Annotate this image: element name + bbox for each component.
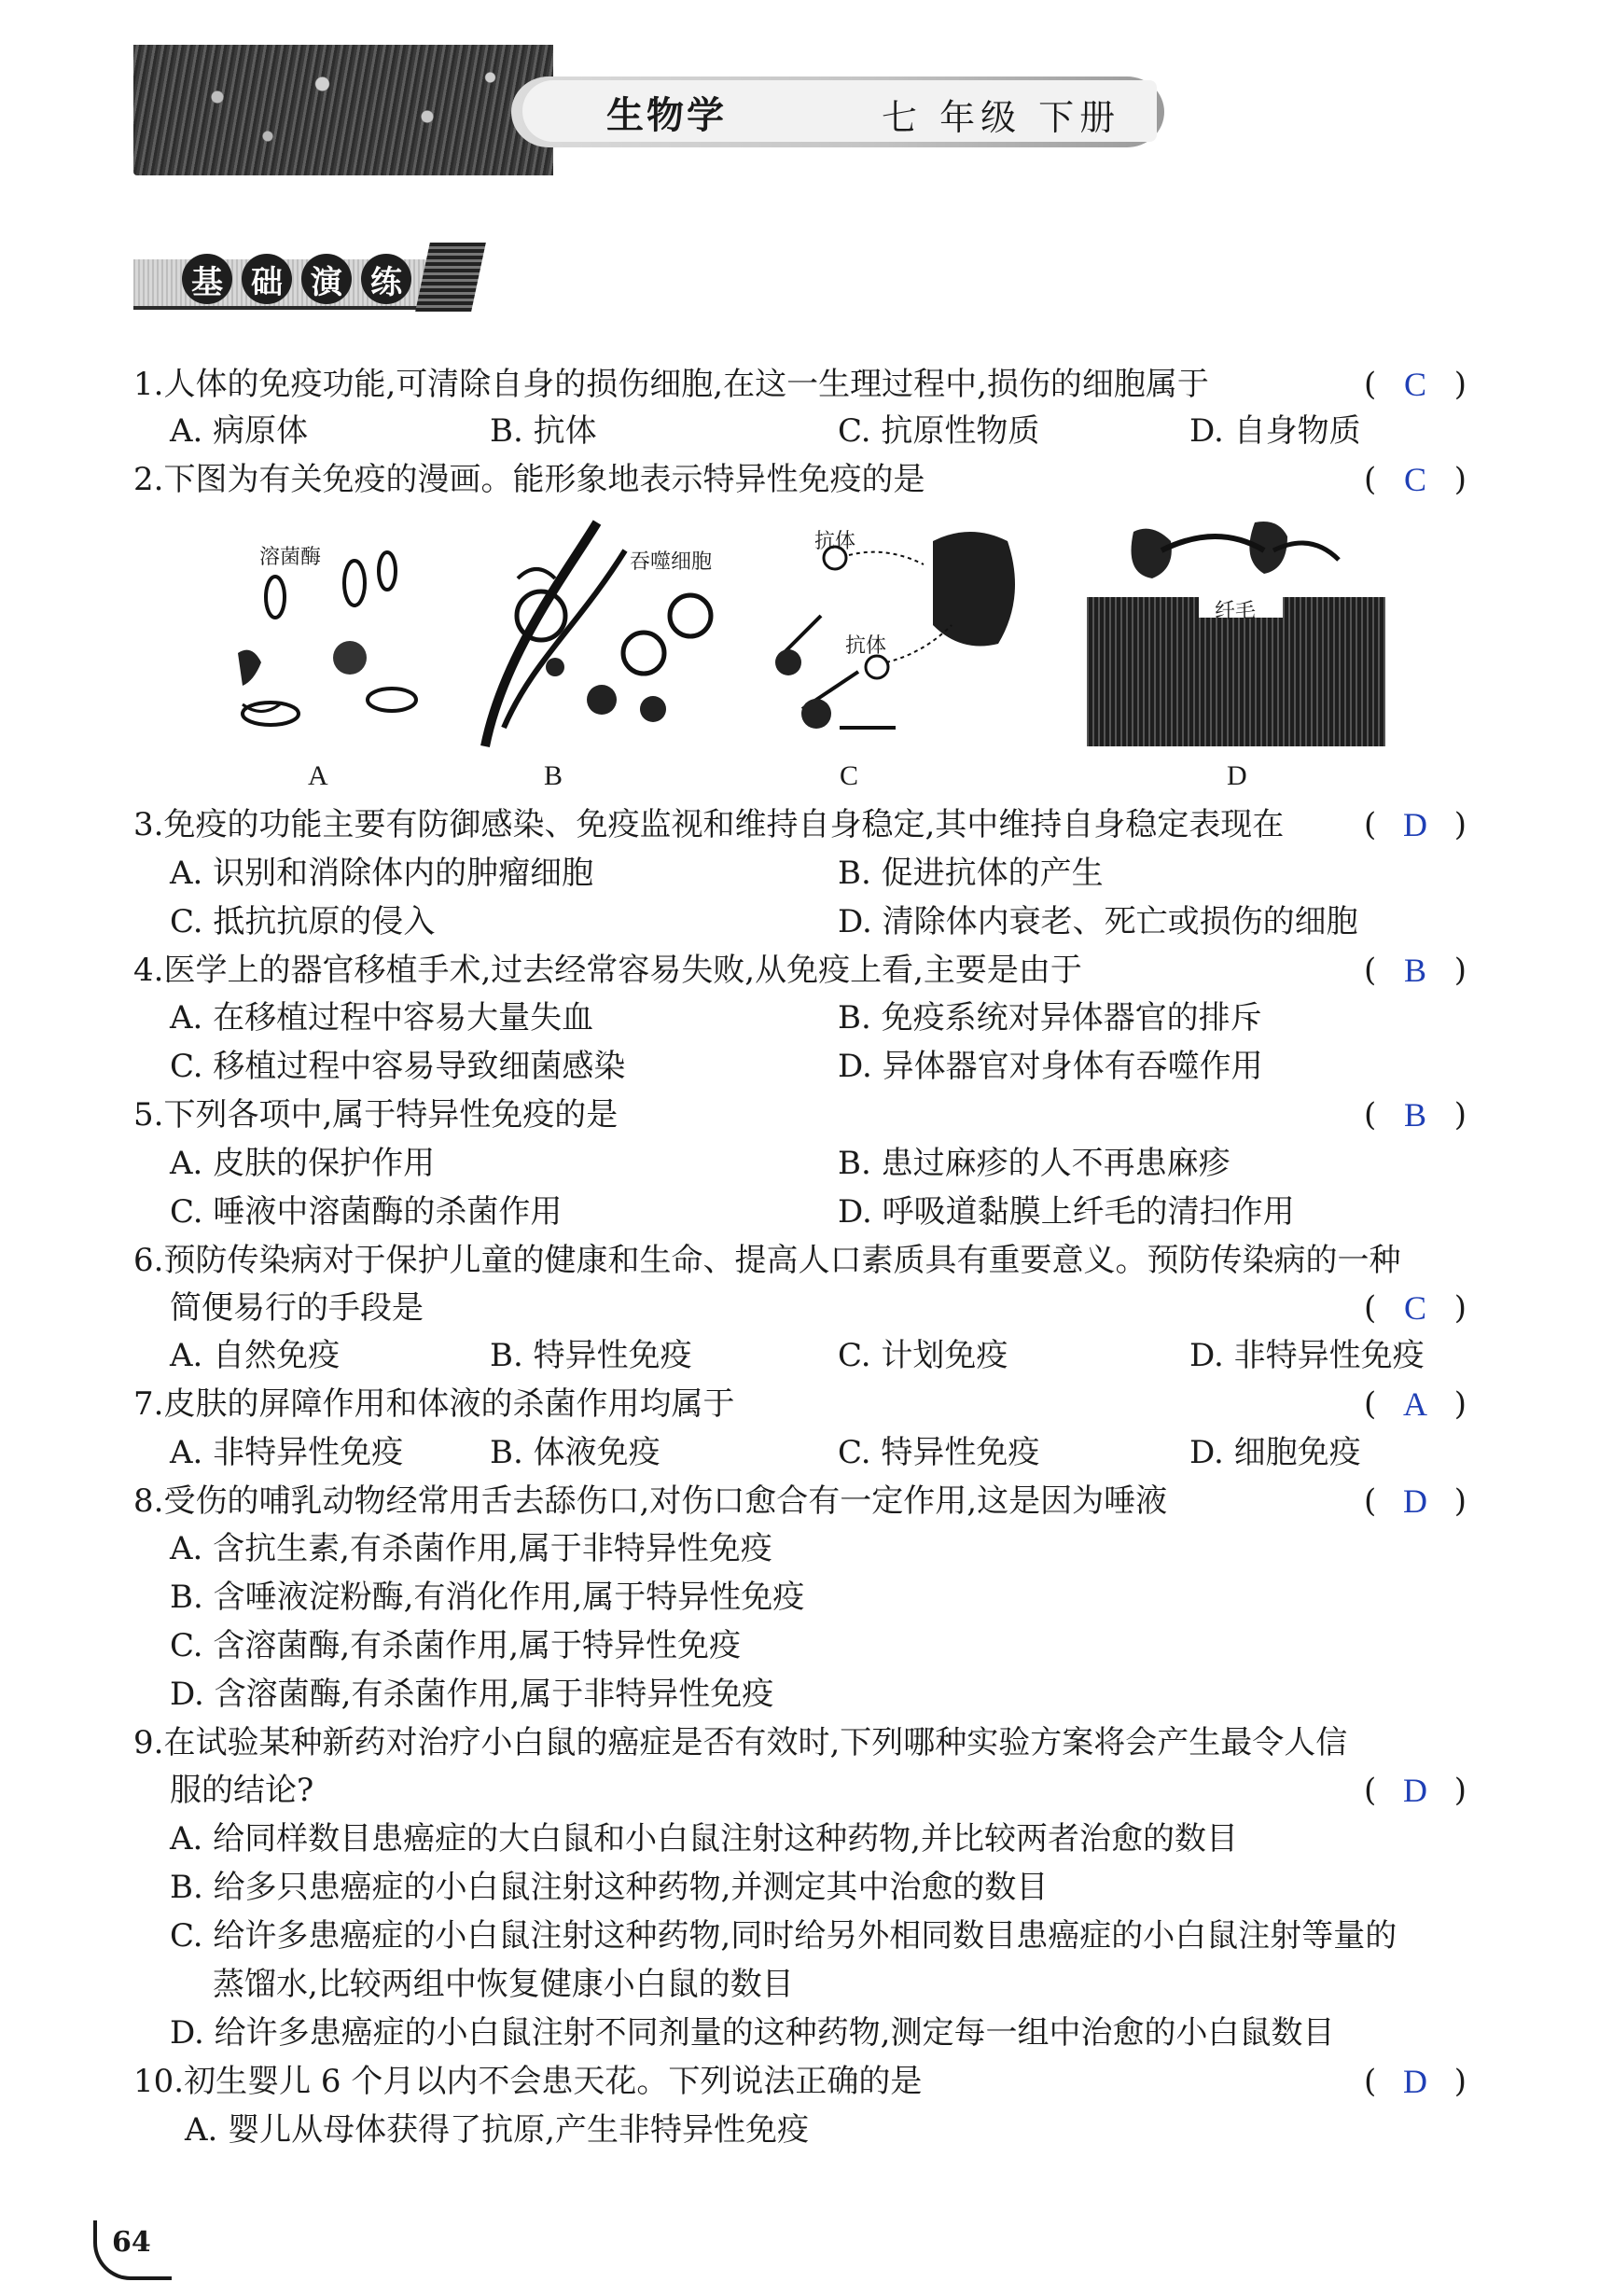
option: D. 异体器官对身体有吞噬作用 <box>838 1048 1263 1085</box>
option: C. 唾液中溶菌酶的杀菌作用 <box>170 1193 563 1231</box>
question-10 <box>133 2061 922 2102</box>
figure-c-note-1: 抗体 <box>814 530 856 553</box>
question-8 <box>133 1481 1167 1522</box>
section-char: 础 <box>242 254 292 304</box>
option: C. 计划免疫 <box>838 1337 1008 1374</box>
option: C. 抵抗抗原的侵入 <box>170 903 436 940</box>
answer-letter: D <box>1403 806 1427 843</box>
question-number: 6. <box>133 1242 164 1279</box>
answer-letter: D <box>1403 2063 1427 2100</box>
question-stem: 受伤的哺乳动物经常用舌去舔伤口,对伤口愈合有一定作用,这是因为唾液 <box>163 1482 1168 1520</box>
figure-label-d: D <box>1227 760 1247 791</box>
option: D. 自身物质 <box>1189 412 1361 450</box>
question-number: 4. <box>133 952 164 989</box>
option: B. 体液免疫 <box>490 1434 660 1471</box>
question-stem: 人体的免疫功能,可清除自身的损伤细胞,在这一生理过程中,损伤的细胞属于 <box>163 366 1209 403</box>
option: D. 细胞免疫 <box>1189 1434 1361 1471</box>
question-number: 10. <box>133 2063 185 2100</box>
question-3 <box>133 804 1284 845</box>
option: C. 含溶菌酶,有杀菌作用,属于特异性免疫 <box>170 1627 742 1664</box>
question-7 <box>133 1384 734 1425</box>
question-number: 3. <box>133 806 164 843</box>
option: B. 免疫系统对异体器官的排斥 <box>838 999 1262 1037</box>
question-stem: 下图为有关免疫的漫画。能形象地表示特异性免疫的是 <box>163 461 925 498</box>
option: A. 识别和消除体内的肿瘤细胞 <box>170 855 594 892</box>
answer-6: ( C ) <box>1364 1289 1467 1327</box>
option: A. 非特异性免疫 <box>170 1434 404 1471</box>
question-number: 9. <box>133 1724 164 1761</box>
question-stem: 初生婴儿 6 个月以内不会患天花。下列说法正确的是 <box>184 2063 923 2100</box>
option: A. 在移植过程中容易大量失血 <box>170 999 594 1037</box>
section-title <box>182 254 411 304</box>
answer-letter: B <box>1403 1096 1426 1134</box>
question-stem: 下列各项中,属于特异性免疫的是 <box>163 1096 619 1134</box>
option: B. 给多只患癌症的小白鼠注射这种药物,并测定其中治愈的数目 <box>170 1869 1049 1906</box>
option: D. 呼吸道黏膜上纤毛的清扫作用 <box>838 1193 1295 1231</box>
answer-7: ( A ) <box>1364 1385 1467 1423</box>
figure-a-note: 溶菌酶 <box>259 546 322 569</box>
question-2 <box>133 459 925 500</box>
question-number: 8. <box>133 1482 164 1520</box>
option: B. 抗体 <box>490 412 597 450</box>
figure-d-note: 纤毛 <box>1215 600 1257 623</box>
question-9-continued: 服的结论? <box>170 1772 314 1809</box>
answer-2: ( C ) <box>1364 461 1467 498</box>
header-grade: 七 年级 下册 <box>882 97 1121 138</box>
question-number: 7. <box>133 1385 164 1423</box>
option: D. 给许多患癌症的小白鼠注射不同剂量的这种药物,测定每一组中治愈的小白鼠数目 <box>170 2014 1335 2052</box>
question-stem: 皮肤的屏障作用和体液的杀菌作用均属于 <box>163 1385 735 1423</box>
page-number: 64 <box>112 2226 151 2259</box>
option: A. 给同样数目患癌症的大白鼠和小白鼠注射这种药物,并比较两者治愈的数目 <box>170 1820 1238 1858</box>
question-number: 2. <box>133 461 164 498</box>
answer-letter: C <box>1403 1289 1426 1327</box>
section-char: 练 <box>361 254 411 304</box>
option: A. 婴儿从母体获得了抗原,产生非特异性免疫 <box>185 2111 809 2149</box>
question-6 <box>133 1240 1400 1281</box>
option: C. 特异性免疫 <box>838 1434 1040 1471</box>
option: B. 含唾液淀粉酶,有消化作用,属于特异性免疫 <box>170 1579 805 1616</box>
figure-c-antibody-cartoon <box>746 513 1045 756</box>
option: A. 皮肤的保护作用 <box>170 1145 436 1182</box>
section-char: 演 <box>301 254 352 304</box>
option: A. 病原体 <box>170 412 309 450</box>
option: D. 清除体内衰老、死亡或损伤的细胞 <box>838 903 1358 940</box>
header-photo <box>133 45 553 175</box>
answer-9: ( D ) <box>1364 1772 1467 1809</box>
answer-letter: D <box>1403 1482 1427 1520</box>
question-6-continued: 简便易行的手段是 <box>170 1289 424 1327</box>
question-stem: 医学上的器官移植手术,过去经常容易失败,从免疫上看,主要是由于 <box>163 952 1082 989</box>
figure-b-note: 吞噬细胞 <box>630 550 713 574</box>
question-9 <box>133 1722 1347 1763</box>
section-char: 基 <box>182 254 232 304</box>
question-stem: 预防传染病对于保护儿童的健康和生命、提高人口素质具有重要意义。预防传染病的一种 <box>163 1242 1401 1279</box>
answer-letter: C <box>1403 366 1426 403</box>
question-5 <box>133 1094 618 1135</box>
section-label <box>133 241 483 317</box>
answer-10: ( D ) <box>1364 2063 1467 2100</box>
option: B. 促进抗体的产生 <box>838 855 1104 892</box>
answer-letter: C <box>1403 461 1426 498</box>
figure-label-c: C <box>840 760 859 791</box>
answer-letter: B <box>1403 952 1426 989</box>
answer-8: ( D ) <box>1364 1482 1467 1520</box>
option: A. 含抗生素,有杀菌作用,属于非特异性免疫 <box>170 1530 772 1567</box>
answer-4: ( B ) <box>1364 952 1467 989</box>
figure-c-note-2: 抗体 <box>845 634 887 658</box>
header-subject: 生物学 <box>606 93 727 137</box>
question-number: 1. <box>133 366 164 403</box>
answer-3: ( D ) <box>1364 806 1467 843</box>
page-number-badge <box>93 2220 172 2280</box>
question-1 <box>133 364 1209 405</box>
question-stem: 免疫的功能主要有防御感染、免疫监视和维持自身稳定,其中维持自身稳定表现在 <box>163 806 1285 843</box>
book-icon <box>415 243 486 312</box>
option: D. 非特异性免疫 <box>1189 1337 1425 1374</box>
figure-label-b: B <box>544 760 563 791</box>
figure-label-a: A <box>308 760 328 791</box>
answer-1: ( C ) <box>1364 366 1467 403</box>
option: A. 自然免疫 <box>170 1337 341 1374</box>
option: D. 含溶菌酶,有杀菌作用,属于非特异性免疫 <box>170 1676 774 1713</box>
figure-d-cilia-cartoon <box>1087 513 1385 756</box>
question-stem: 在试验某种新药对治疗小白鼠的癌症是否有效时,下列哪种实验方案将会产生最令人信 <box>163 1724 1348 1761</box>
question-4 <box>133 950 1082 991</box>
answer-letter: A <box>1403 1385 1427 1423</box>
option: C. 给许多患癌症的小白鼠注射这种药物,同时给另外相同数目患癌症的小白鼠注射等量的 <box>170 1917 1397 1955</box>
option: B. 患过麻疹的人不再患麻疹 <box>838 1145 1231 1182</box>
option: C. 抗原性物质 <box>838 412 1040 450</box>
option: C. 移植过程中容易导致细菌感染 <box>170 1048 626 1085</box>
question-number: 5. <box>133 1096 164 1134</box>
option: B. 特异性免疫 <box>490 1337 692 1374</box>
option-continued: 蒸馏水,比较两组中恢复健康小白鼠的数目 <box>213 1966 794 2003</box>
answer-5: ( B ) <box>1364 1096 1467 1134</box>
answer-letter: D <box>1403 1772 1427 1809</box>
